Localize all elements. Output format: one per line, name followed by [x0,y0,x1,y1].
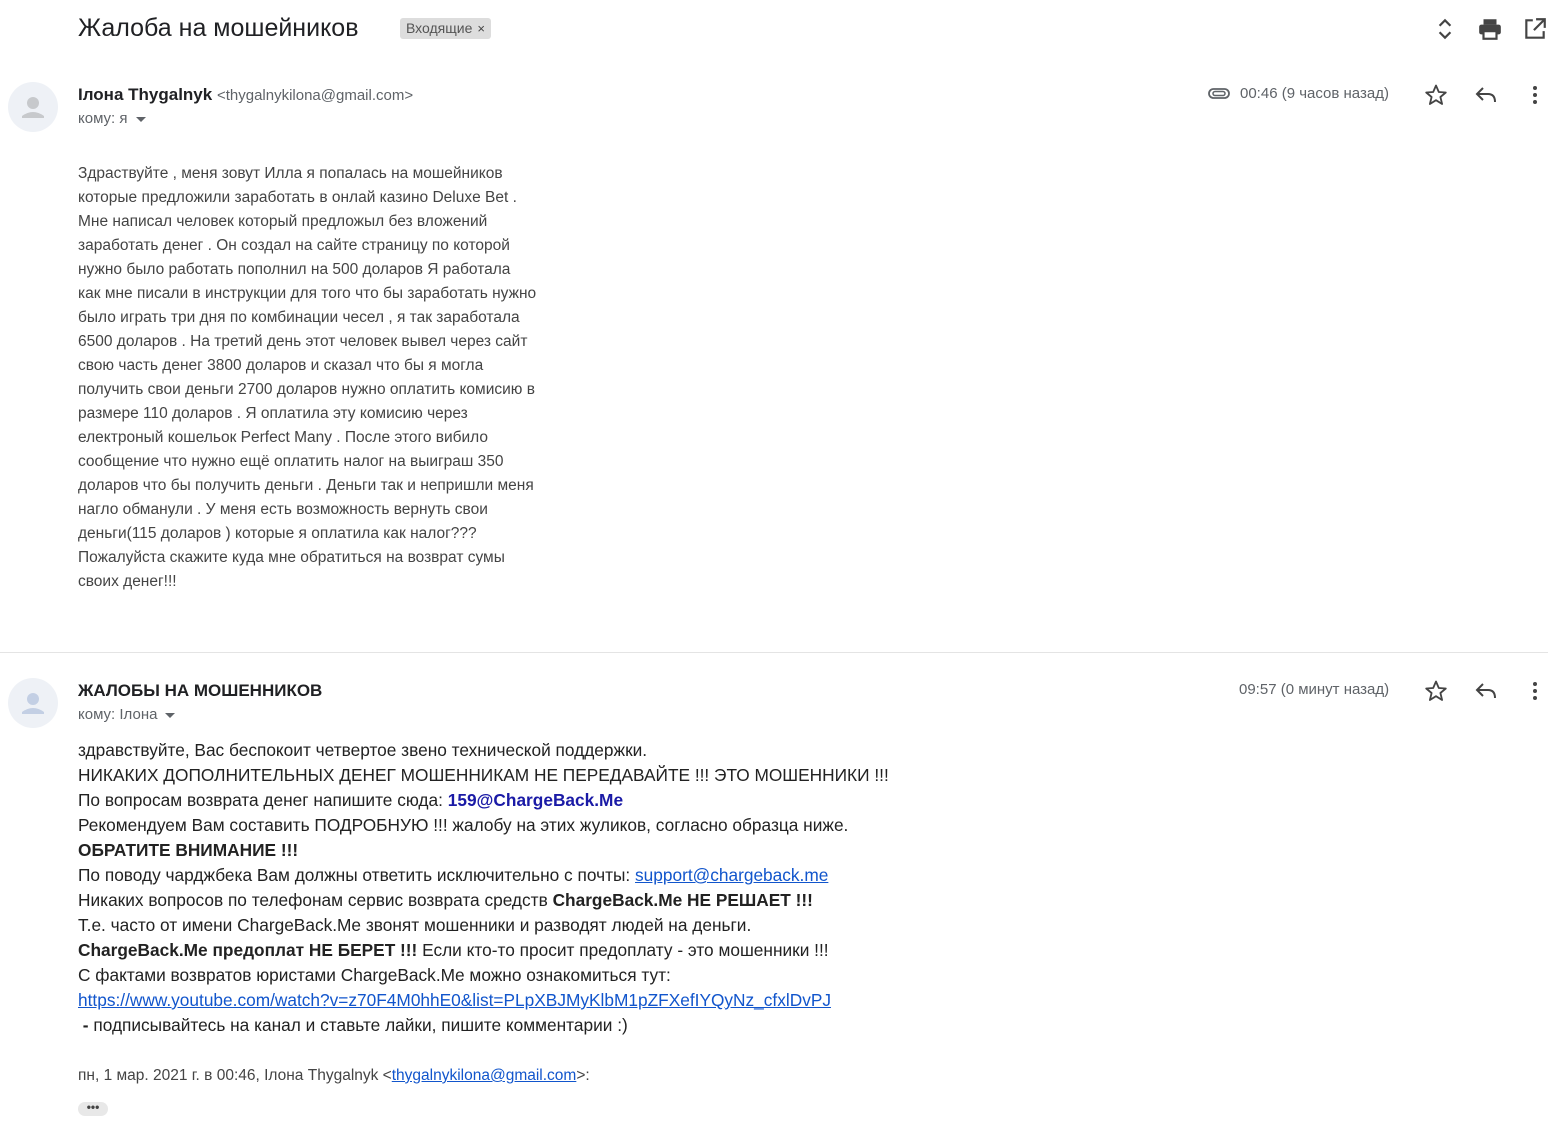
body-line: Т.е. часто от имени ChargeBack.Me звонят мошенники и разводят людей на деньги. [78,915,752,935]
quote-prefix: пн, 1 мар. 2021 г. в 00:46, Ілона Thygalnyk < [78,1067,392,1084]
body-line: было играть три дня по комбинации чесел , я так заработала [78,309,520,326]
body-text: Если кто-то просит предоплату - это мошенники !!! [417,940,829,960]
avatar [8,82,58,132]
print-icon[interactable] [1477,16,1503,42]
body-text: По вопросам возврата денег напишите сюда: [78,790,448,810]
recipient-details[interactable] [78,706,175,723]
message-body [78,738,1178,1038]
body-line: Пожалуйста скажите куда мне обратиться на возврат сумы [78,549,505,566]
message-time: 09:57 (0 минут назад) [1239,681,1390,698]
sender-name[interactable]: ЖАЛОБЫ НА МОШЕННИКОВ [78,681,323,700]
more-options-icon[interactable] [1523,83,1547,107]
body-bold-text: - [78,1015,94,1035]
body-line: своих денег!!! [78,573,177,590]
sender-name[interactable]: Ілона Thygalnyk [78,85,213,104]
label-text: Входящие [406,20,473,36]
recipient-text: кому: Ілона [78,706,158,723]
star-icon[interactable] [1424,679,1448,703]
attachment-icon [1207,82,1231,106]
body-line: которые предложили заработать в онлай казино Deluxe Bet . [78,189,517,206]
body-line: как мне писали в инструкции для того что бы заработать нужно [78,285,537,302]
support-email-link[interactable]: support@chargeback.me [635,865,829,885]
avatar-person-icon [8,82,58,132]
expand-collapse-icon[interactable] [1432,16,1458,42]
sender-email: <thygalnykilona@gmail.com> [216,87,414,104]
body-line [78,938,1178,963]
label-chip-inbox[interactable] [400,18,491,39]
message-divider [0,652,1548,653]
body-line: 6500 доларов . На третий день этот человек вывел через сайт [78,333,528,350]
body-line: размере 110 доларов . Я оплатила эту комисию через [78,405,468,422]
body-line: заработать денег . Он создал на сайте страницу по которой [78,237,510,254]
reply-icon[interactable] [1474,679,1498,703]
page-title: Жалоба на мошейников [78,14,359,42]
reply-icon[interactable] [1474,83,1498,107]
body-line: сообщение что нужно ещё оплатить налог на выиграш 350 [78,453,504,470]
body-line: НИКАКИХ ДОПОЛНИТЕЛЬНЫХ ДЕНЕГ МОШЕННИКАМ НЕ ПЕРЕДАВАЙТЕ !!! ЭТО МОШЕННИКИ !!! [78,765,889,785]
quote-email-link[interactable]: thygalnykilona@gmail.com [391,1067,577,1084]
open-new-window-icon[interactable] [1522,16,1548,42]
message-body [78,162,568,594]
avatar-person-icon [8,678,58,728]
body-line: Мне написал человек который предложыл без вложений [78,213,488,230]
body-line: доларов что бы получить деньги . Деньги так и непришли меня [78,477,534,494]
body-text: Никаких вопросов по телефонам сервис возврата средств [78,890,553,910]
body-line: нужно было работать пополнил на 500 доларов Я работала [78,261,511,278]
remove-label-icon[interactable]: × [477,21,485,36]
body-line [78,888,1178,913]
body-line: електроный кошельок Perfect Many . После этого вибило [78,429,489,446]
body-line [78,863,1178,888]
body-line: деньги(115 доларов ) которые я оплатила как налог??? [78,525,477,542]
body-text: По поводу чарджбека Вам должны ответить исключительно с почты: [78,865,636,885]
youtube-link[interactable]: https://www.youtube.com/watch?v=z70F4M0hhE0&list=PLpXBJMyKlbM1pZFXefIYQyNz_cfxlDvPJ [78,990,831,1010]
sender[interactable] [78,85,413,105]
chevron-down-icon[interactable] [165,713,175,718]
show-trimmed-content-button[interactable]: ••• [78,1102,108,1116]
body-text: подписывайтесь на канал и ставьте лайки, пишите комментарии :) [93,1015,628,1035]
body-bold-text: ChargeBack.Me предоплат НЕ БЕРЕТ !!! [78,940,418,960]
body-line [78,988,1178,1013]
body-line: получить свои деньги 2700 доларов нужно оплатить комисию в [78,381,535,398]
body-line: Рекомендуем Вам составить ПОДРОБНУЮ !!! жалобу на этих жуликов, согласно образца ниже. [78,815,849,835]
body-line: нагло обманули . У меня есть возможность вернуть свои [78,501,488,518]
body-line: свою часть денег 3800 доларов и сказал что бы я могла [78,357,484,374]
quoted-header [78,1067,590,1085]
star-icon[interactable] [1424,83,1448,107]
body-line: Здраствуйте , меня зовут Илла я попалась на мошейников [78,165,503,182]
avatar [8,678,58,728]
body-line [78,1013,1178,1038]
message-time: 00:46 (9 часов назад) [1240,85,1389,102]
body-bold-text: ChargeBack.Me НЕ РЕШАЕТ !!! [552,890,813,910]
body-line: здравствуйте, Вас беспокоит четвертое звено технической поддержки. [78,740,648,760]
more-options-icon[interactable] [1523,679,1547,703]
body-line: ОБРАТИТЕ ВНИМАНИЕ !!! [78,840,299,860]
body-line [78,788,1178,813]
recipient-text: кому: я [78,110,128,127]
recipient-details[interactable] [78,110,146,127]
quote-suffix: >: [576,1067,590,1084]
contact-email: 159@ChargeBack.Me [447,790,624,810]
body-line: С фактами возвратов юристами ChargeBack.Me можно ознакомиться тут: [78,965,671,985]
chevron-down-icon[interactable] [136,117,146,122]
